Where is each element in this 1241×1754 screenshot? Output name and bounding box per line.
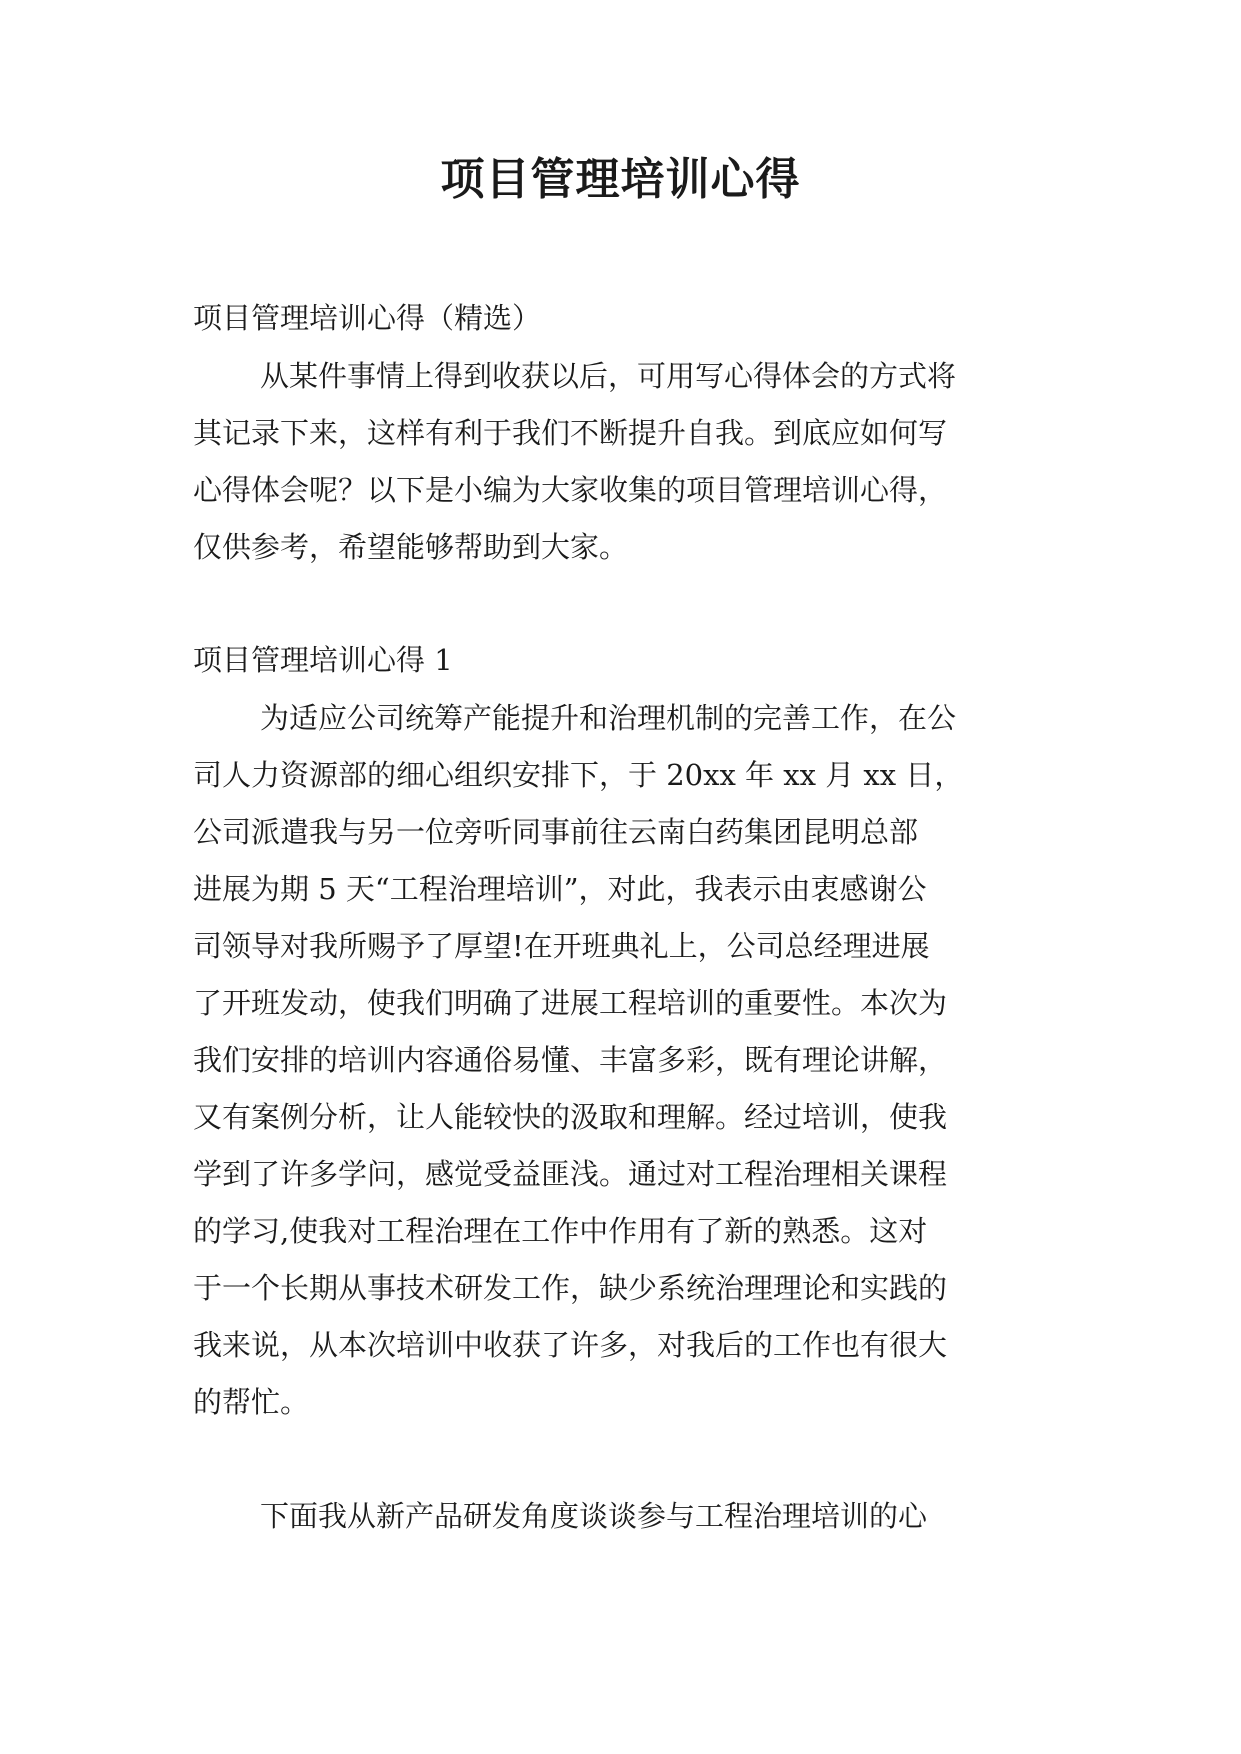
document-title: 项目管理培训心得	[440, 154, 801, 205]
paragraph-line: 于一个长期从事技术研发工作，缺少系统治理理论和实践的	[193, 1271, 948, 1305]
paragraph-line: 的学习,使我对工程治理在工作中作用有了新的熟悉。这对	[193, 1214, 928, 1248]
paragraph-line: 司人力资源部的细心组织安排下，于 20xx 年 xx 月 xx 日，	[193, 758, 964, 792]
paragraph-line: 我们安排的培训内容通俗易懂、丰富多彩，既有理论讲解，	[193, 1043, 948, 1077]
paragraph-line: 又有案例分析，让人能较快的汲取和理解。经过培训，使我	[193, 1100, 948, 1134]
section-heading: 项目管理培训心得 1	[193, 643, 453, 677]
intro-line: 从某件事情上得到收获以后，可用写心得体会的方式将	[260, 359, 957, 393]
paragraph-line: 的帮忙。	[193, 1385, 310, 1419]
document-subtitle: 项目管理培训心得（精选）	[193, 301, 542, 335]
intro-line: 心得体会呢？以下是小编为大家收集的项目管理培训心得，	[193, 473, 948, 507]
paragraph-line: 为适应公司统筹产能提升和治理机制的完善工作，在公	[260, 701, 957, 735]
intro-line: 其记录下来，这样有利于我们不断提升自我。到底应如何写	[193, 416, 948, 450]
paragraph-line: 下面我从新产品研发角度谈谈参与工程治理培训的心	[260, 1499, 928, 1533]
paragraph-line: 我来说，从本次培训中收获了许多，对我后的工作也有很大	[193, 1328, 948, 1362]
paragraph-line: 学到了许多学问，感觉受益匪浅。通过对工程治理相关课程	[193, 1157, 948, 1191]
paragraph-line: 了开班发动，使我们明确了进展工程培训的重要性。本次为	[193, 986, 948, 1020]
paragraph-line: 进展为期 5 天“工程治理培训”，对此，我表示由衷感谢公	[193, 872, 927, 906]
paragraph-line: 公司派遣我与另一位旁听同事前往云南白药集团昆明总部	[193, 815, 919, 849]
paragraph-line: 司领导对我所赐予了厚望!在开班典礼上，公司总经理进展	[193, 929, 930, 963]
intro-line: 仅供参考，希望能够帮助到大家。	[193, 530, 629, 564]
